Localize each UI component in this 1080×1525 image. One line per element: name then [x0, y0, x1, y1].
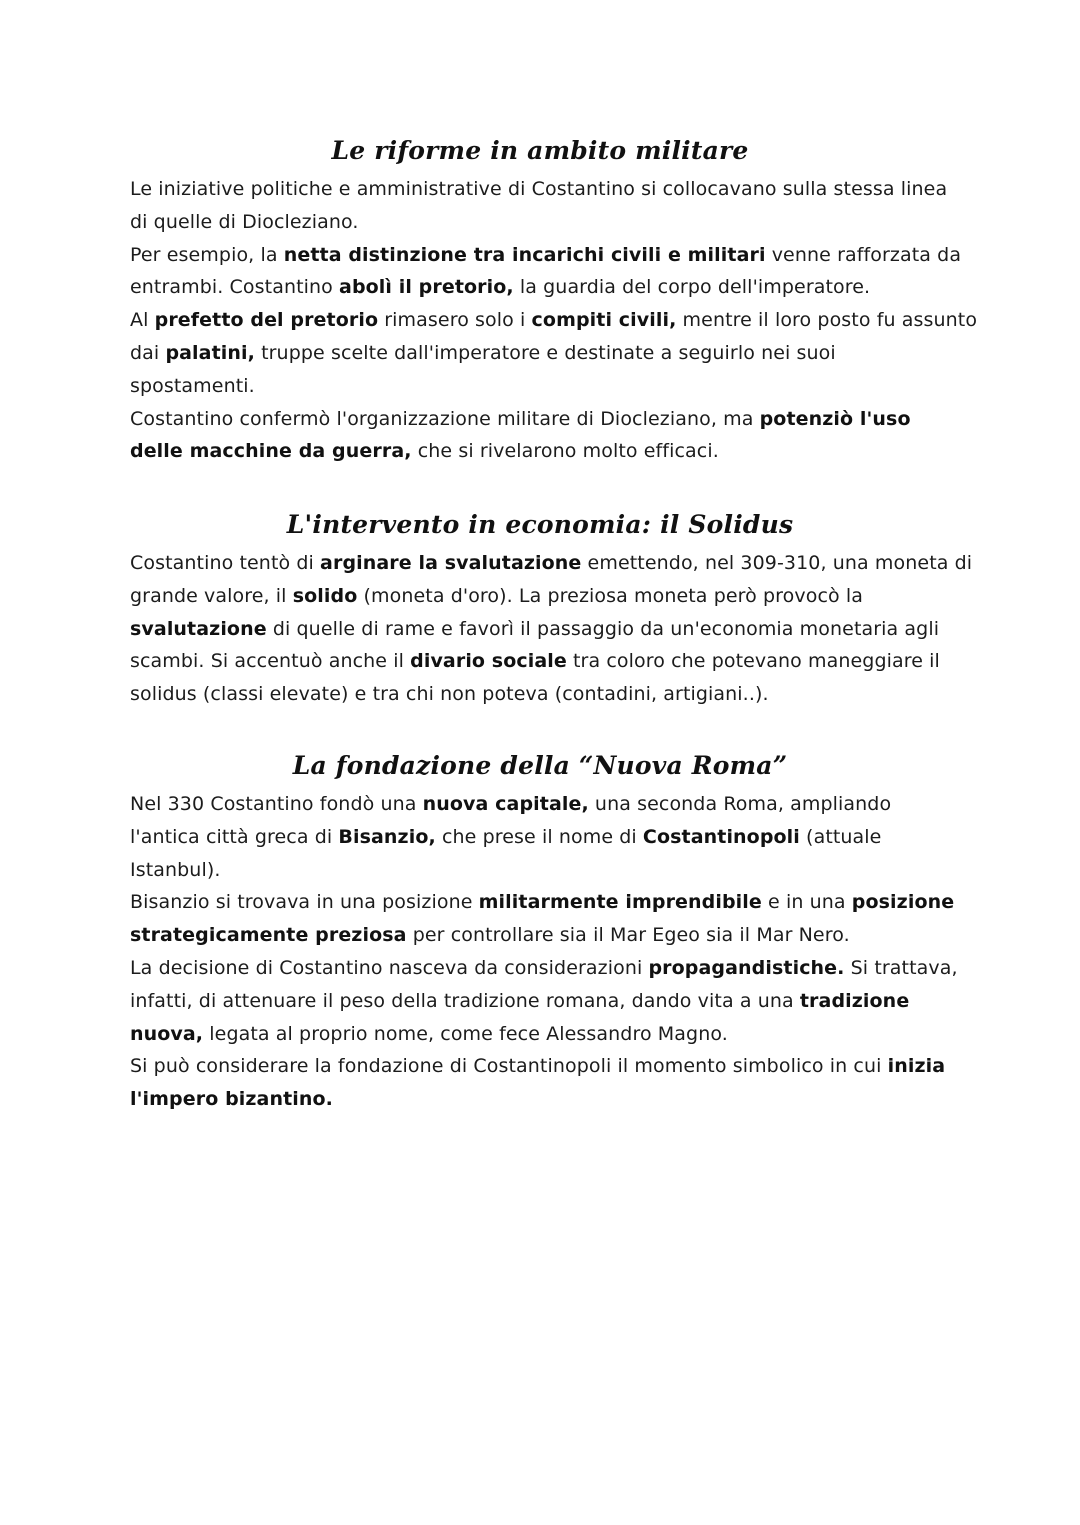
text-run: Istanbul).: [130, 858, 221, 881]
text-line: [130, 403, 950, 436]
bold-text: abolì il pretorio,: [339, 276, 514, 299]
section-body: [130, 173, 978, 468]
section-heading: Le riforme in ambito militare: [331, 136, 749, 165]
bold-text: propagandistiche.: [648, 956, 845, 979]
text-run: che si rivelarono molto efficaci.: [411, 440, 719, 463]
text-run: venne rafforzata da: [765, 243, 962, 266]
text-run: l'antica città greca di: [130, 825, 339, 848]
bold-text: inizia: [887, 1055, 946, 1078]
section-heading: L'intervento in economia: il Solidus: [286, 510, 794, 539]
text-line: [130, 271, 950, 304]
section-new-rome-foundation: [130, 748, 958, 1116]
text-run: Costantino tentò di: [130, 552, 321, 574]
section-heading: La fondazione della “Nuova Roma”: [292, 751, 788, 780]
bold-text: militarmente imprendibile: [478, 891, 762, 914]
text-run: scambi. Si accentuò anche il: [130, 650, 411, 673]
text-run: per controllare sia il Mar Egeo sia il Mar Nero.: [406, 924, 850, 947]
text-line: [130, 788, 950, 821]
text-run: solidus (classi elevate) e tra chi non poteva (contadini, artigiani..).: [130, 683, 769, 706]
section-body: [130, 547, 973, 711]
text-run: Le iniziative politiche e amministrative di Costantino si collocavano sulla stessa linea: [130, 178, 948, 200]
text-run: legata al proprio nome, come fece Alessandro Magno.: [203, 1022, 728, 1045]
bold-text: posizione: [851, 891, 955, 914]
bold-text: nuova,: [130, 1022, 204, 1045]
text-line: [130, 304, 978, 337]
text-run: Nel 330 Costantino fondò una: [130, 793, 423, 815]
section-military-reforms: [130, 133, 978, 468]
text-line: [130, 985, 950, 1018]
text-run: che prese il nome di: [435, 825, 643, 848]
section-heading-wrap: [130, 507, 950, 547]
bold-text: palatini,: [165, 341, 255, 364]
text-run: mentre il loro posto fu assunto: [676, 309, 978, 332]
text-run: (moneta d'oro). La preziosa moneta però provocò la: [357, 584, 863, 607]
text-line: [130, 1083, 950, 1116]
bold-text: prefetto del pretorio: [154, 309, 379, 332]
text-run: la guardia del corpo dell'imperatore.: [513, 276, 871, 299]
text-line: [130, 886, 955, 919]
section-economy-solidus: [130, 507, 973, 711]
text-line: [130, 1050, 950, 1083]
text-line: [130, 370, 950, 403]
bold-text: delle macchine da guerra,: [130, 440, 412, 463]
text-run: una seconda Roma, ampliando: [588, 793, 892, 815]
text-line: [130, 919, 950, 952]
text-run: Si trattava,: [844, 956, 958, 979]
section-body: [130, 788, 958, 1116]
bold-text: svalutazione: [130, 617, 267, 640]
text-line: [130, 645, 950, 678]
text-line: [130, 678, 950, 711]
bold-text: potenziò l'uso: [759, 407, 911, 430]
section-heading-wrap: [130, 133, 950, 173]
bold-text: l'impero bizantino.: [130, 1088, 333, 1111]
bold-text: Costantinopoli: [642, 825, 800, 848]
text-run: di quelle di Diocleziano.: [130, 210, 359, 233]
text-run: spostamenti.: [130, 374, 255, 397]
text-run: rimasero solo i: [378, 309, 532, 332]
bold-text: nuova capitale,: [422, 793, 589, 815]
text-line: [130, 173, 950, 206]
text-run: e in una: [761, 891, 852, 914]
bold-text: strategicamente preziosa: [130, 924, 407, 947]
text-run: tra coloro che potevano maneggiare il: [566, 650, 940, 673]
text-run: dai: [130, 341, 166, 364]
text-run: La decisione di Costantino nasceva da considerazioni: [130, 956, 649, 979]
text-run: infatti, di attenuare il peso della tradizione romana, dando vita a una: [130, 989, 800, 1012]
text-line: [130, 547, 973, 580]
text-run: grande valore, il: [130, 584, 293, 607]
bold-text: tradizione: [799, 989, 910, 1012]
text-line: [130, 206, 950, 239]
bold-text: netta distinzione tra incarichi civili e militari: [283, 243, 766, 266]
text-run: truppe scelte dall'imperatore e destinate a seguirlo nei suoi: [254, 341, 836, 364]
text-line: [130, 580, 950, 613]
text-run: Per esempio, la: [130, 243, 284, 266]
bold-text: compiti civili,: [531, 309, 677, 332]
text-run: Costantino confermò l'organizzazione militare di Diocleziano, ma: [130, 407, 760, 430]
section-heading-wrap: [130, 748, 950, 788]
text-line: [130, 239, 962, 272]
text-run: di quelle di rame e favorì il passaggio da un'economia monetaria agli: [266, 617, 940, 640]
text-line: [130, 1018, 950, 1051]
text-line: [130, 435, 950, 468]
text-run: Bisanzio si trovava in una posizione: [130, 891, 479, 914]
text-run: (attuale: [799, 825, 882, 848]
bold-text: solido: [292, 584, 358, 607]
bold-text: divario sociale: [410, 650, 567, 673]
bold-text: Bisanzio,: [338, 825, 436, 848]
bold-text: arginare la svalutazione: [320, 552, 582, 574]
text-line: [130, 337, 950, 370]
text-run: emettendo, nel 309-310, una moneta di: [581, 552, 973, 574]
text-line: [130, 821, 950, 854]
text-line: [130, 613, 950, 646]
text-run: Al: [130, 309, 155, 332]
text-line: [130, 854, 950, 887]
text-run: Si può considerare la fondazione di Costantinopoli il momento simbolico in cui: [130, 1055, 888, 1078]
text-run: entrambi. Costantino: [130, 276, 340, 299]
text-line: [130, 952, 958, 985]
